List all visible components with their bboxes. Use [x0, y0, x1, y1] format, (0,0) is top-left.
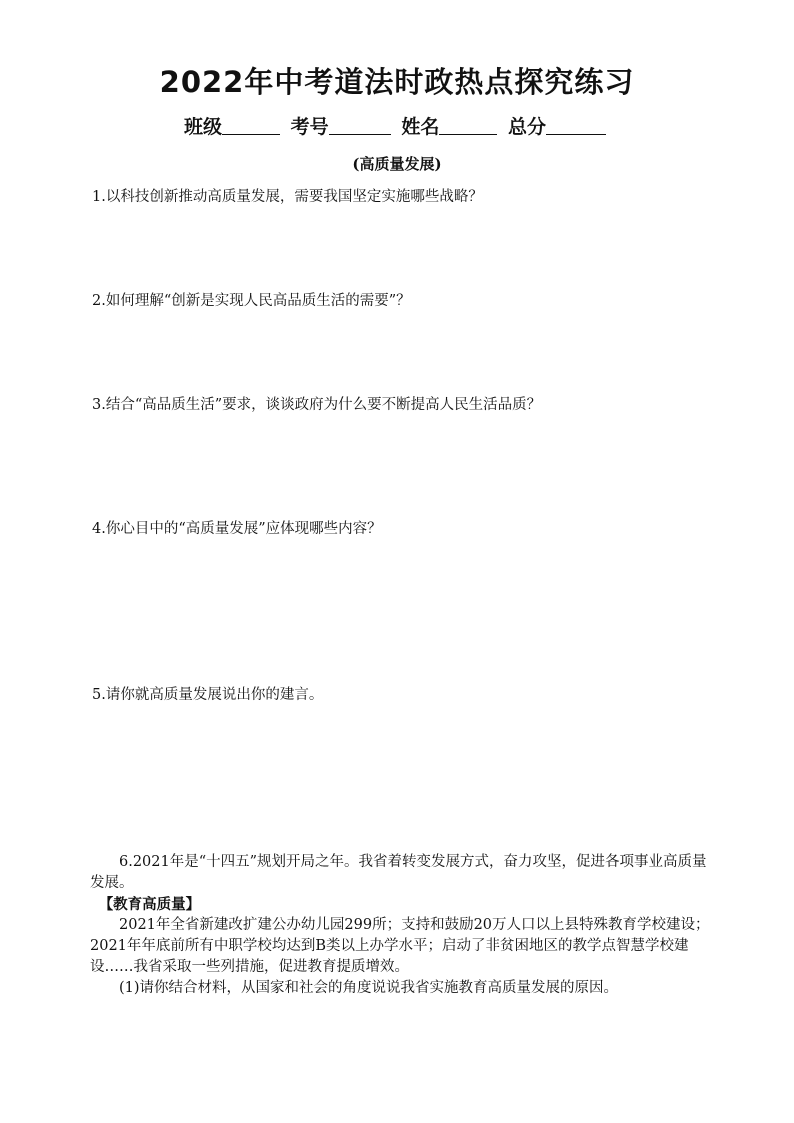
material-heading: 【教育高质量】	[98, 896, 201, 913]
question-4: 4.你心目中的“高质量发展”应体现哪些内容？	[92, 521, 382, 537]
question-1: 1.以科技创新推动高质量发展，需要我国坚定实施哪些战略？	[92, 189, 483, 205]
total-score-blank[interactable]	[546, 114, 606, 135]
student-info-line	[0, 114, 794, 140]
class-label: 班级	[184, 116, 223, 138]
name-label: 姓名	[401, 116, 440, 138]
question-6-sub-1: (1)请你结合材料，从国家和社会的角度说说我省实施教育高质量发展的原因。	[119, 980, 619, 996]
question-5: 5.请你就高质量发展说出你的建言。	[92, 687, 324, 703]
total-score-label: 总分	[507, 116, 546, 138]
question-3: 3.结合“高品质生活”要求，谈谈政府为什么要不断提高人民生活品质？	[92, 397, 542, 413]
class-blank[interactable]	[222, 114, 280, 135]
exam-number-blank[interactable]	[329, 114, 391, 135]
page-title: 2022年中考道法时政热点探究练习	[159, 65, 635, 99]
name-blank[interactable]	[439, 114, 497, 135]
material-text: 2021年全省新建改扩建公办幼儿园299所；支持和鼓励20万人口以上县特殊教育学校建设；2021年年底前所有中职学校均达到B类以上办学水平；启动了非贫困地区的教学点智慧学校建设……我省采取一些列措施，促进教育提质增效。	[90, 917, 710, 975]
exam-number-label: 考号	[290, 116, 329, 138]
question-6-intro: 6.2021年是“十四五”规划开局之年。我省着转变发展方式，奋力攻坚，促进各项事业高质量发展。	[90, 854, 707, 891]
question-2: 2.如何理解“创新是实现人民高品质生活的需要”？	[92, 293, 411, 309]
section-title: (高质量发展)	[352, 155, 442, 173]
question-6	[90, 852, 712, 999]
